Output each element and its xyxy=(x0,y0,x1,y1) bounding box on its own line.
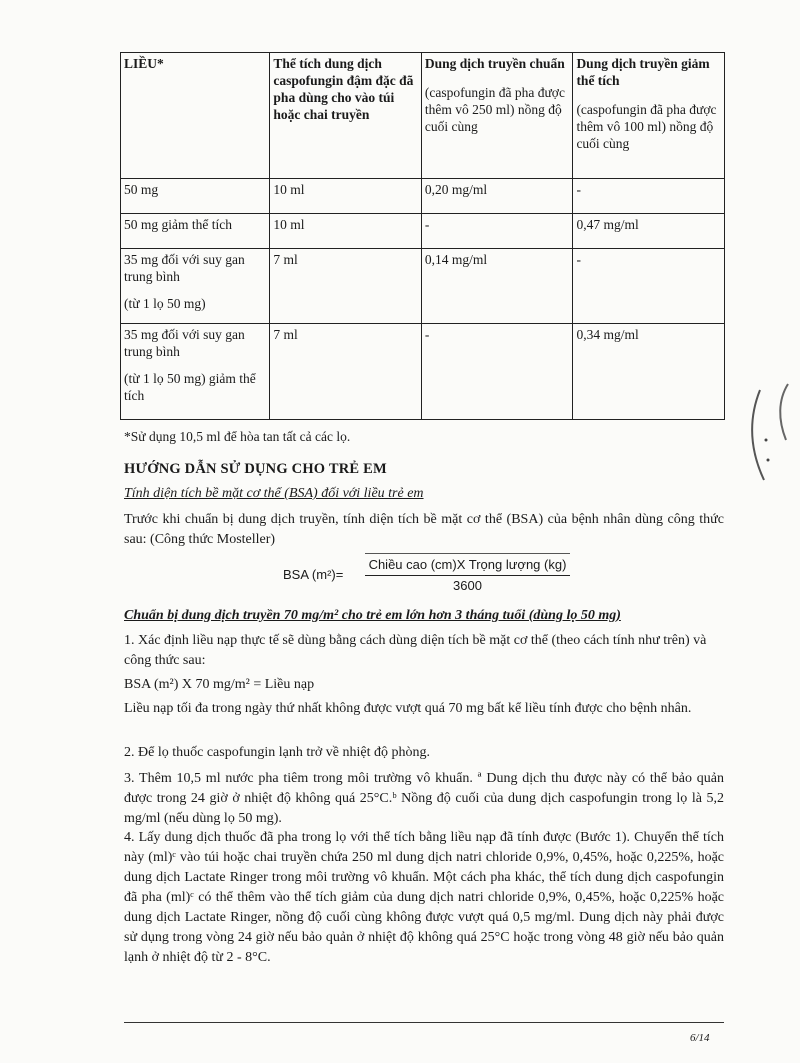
cell-dose: 35 mg đối với suy gan trung bình (từ 1 lọ 50 mg) giảm thể tích xyxy=(121,324,270,420)
table-footnote: *Sử dụng 10,5 ml để hòa tan tất cả các lọ. xyxy=(124,429,351,444)
margin-stamp-mark xyxy=(738,380,798,490)
footer-rule xyxy=(124,1022,724,1023)
step-1-note: Liều nạp tối đa trong ngày thứ nhất không được vượt quá 70 mg bất kể liều tính được cho bệnh nhân. xyxy=(124,701,692,716)
table-row xyxy=(121,214,725,249)
table-row xyxy=(121,324,725,420)
step-3: 3. Thêm 10,5 ml nước pha tiêm trong môi trường vô khuẩn. ª Dung dịch thu được này có thể bảo quản được trong 24 giờ ở nhiệt độ không quá 25°C.ᵇ Nồng độ cuối của dung dịch caspofungin trong lọ là 5,2 mg/ml (nếu dùng lọ 50 mg). xyxy=(124,771,724,826)
cell-volume: 10 ml xyxy=(270,214,421,249)
cell-standard: - xyxy=(421,324,573,420)
formula-numerator: Chiều cao (cm)X Trọng lượng (kg) xyxy=(368,557,567,572)
step-2: 2. Để lọ thuốc caspofungin lạnh trở về nhiệt độ phòng. xyxy=(124,745,431,760)
header-reduced-sub: (caspofungin đã pha được thêm vô 100 ml) nồng độ cuối cùng xyxy=(576,101,717,151)
table-header-row xyxy=(121,53,725,179)
header-standard-solution: Dung dịch truyền chuẩn (caspofungin đã pha được thêm vô 250 ml) nồng độ cuối cùng xyxy=(421,53,573,179)
cell-reduced: 0,34 mg/ml xyxy=(573,324,725,420)
table-row xyxy=(121,179,725,214)
header-dose: LIỀU* xyxy=(121,53,270,179)
table-row xyxy=(121,249,725,324)
cell-reduced: - xyxy=(573,249,725,324)
step-4: 4. Lấy dung dịch thuốc đã pha trong lọ với thể tích bằng liều nạp đã tính được (Bước 1). Chuyển thể tích này (ml)ᶜ vào túi hoặc chai truyền chứa 250 ml dung dịch natri chloride 0,9%, 0,45%, hoặc 0,225%, hoặc dung dịch Lactate Ringer trong môi trường vô khuẩn. Một cách pha khác, thể tích dung dịch caspofungin đã pha (ml)ᶜ có thể thêm vào thể tích giảm của dung dịch natri chloride 0,9%, 0,45%, hoặc 0,225% hoặc dung dịch Lactate Ringer, nồng độ cuối cùng không được vượt quá 0,5 mg/ml. Dung dịch này phải được sử dụng trong vòng 24 giờ nếu bảo quản ở nhiệt độ không quá 25°C hoặc trong vòng 48 giờ nếu bảo quản lạnh ở nhiệt độ từ 2 - 8°C. xyxy=(124,830,724,965)
cell-standard: 0,14 mg/ml xyxy=(421,249,573,324)
subsection-prep-title: Chuẩn bị dung dịch truyền 70 mg/m² cho trẻ em lớn hơn 3 tháng tuổi (dùng lọ 50 mg) xyxy=(124,608,621,623)
step-1: 1. Xác định liều nạp thực tế sẽ dùng bằng cách dùng diện tích bề mặt cơ thể (theo cách tính như trên) và công thức sau: xyxy=(124,633,707,668)
cell-standard: 0,20 mg/ml xyxy=(421,179,573,214)
header-volume: Thể tích dung dịch caspofungin đậm đặc đã pha dùng cho vào túi hoặc chai truyền xyxy=(270,53,421,179)
cell-standard: - xyxy=(421,214,573,249)
cell-volume: 7 ml xyxy=(270,324,421,420)
formula-denominator: 3600 xyxy=(453,578,482,593)
cell-volume: 7 ml xyxy=(270,249,421,324)
subsection-bsa-title: Tính diện tích bề mặt cơ thể (BSA) đối với liều trẻ em xyxy=(124,486,424,501)
formula-lhs: BSA (m²)= xyxy=(283,567,344,582)
cell-dose: 50 mg xyxy=(121,179,270,214)
cell-reduced: 0,47 mg/ml xyxy=(573,214,725,249)
cell-reduced: - xyxy=(573,179,725,214)
formula-fraction-bar xyxy=(365,575,570,576)
step-1-formula: BSA (m²) X 70 mg/m² = Liều nạp xyxy=(124,677,315,692)
bsa-intro-paragraph: Trước khi chuẩn bị dung dịch truyền, tính diện tích bề mặt cơ thể (BSA) của bệnh nhân dùng công thức sau: (Công thức Mosteller) xyxy=(124,512,724,547)
cell-dose: 50 mg giảm thể tích xyxy=(121,214,270,249)
page-number: 6/14 xyxy=(690,1032,710,1044)
mosteller-formula xyxy=(283,553,583,597)
header-standard-sub: (caspofungin đã pha được thêm vô 250 ml) nồng độ cuối cùng xyxy=(424,84,565,134)
section-title: HƯỚNG DẪN SỬ DỤNG CHO TRẺ EM xyxy=(124,461,387,477)
header-reduced-solution: Dung dịch truyền giảm thể tích (caspofungin đã pha được thêm vô 100 ml) nồng độ cuối cùng xyxy=(573,53,725,179)
dose-table xyxy=(120,52,725,420)
cell-dose: 35 mg đối với suy gan trung bình (từ 1 lọ 50 mg) xyxy=(121,249,270,324)
formula-top-rule xyxy=(365,553,570,554)
cell-volume: 10 ml xyxy=(270,179,421,214)
